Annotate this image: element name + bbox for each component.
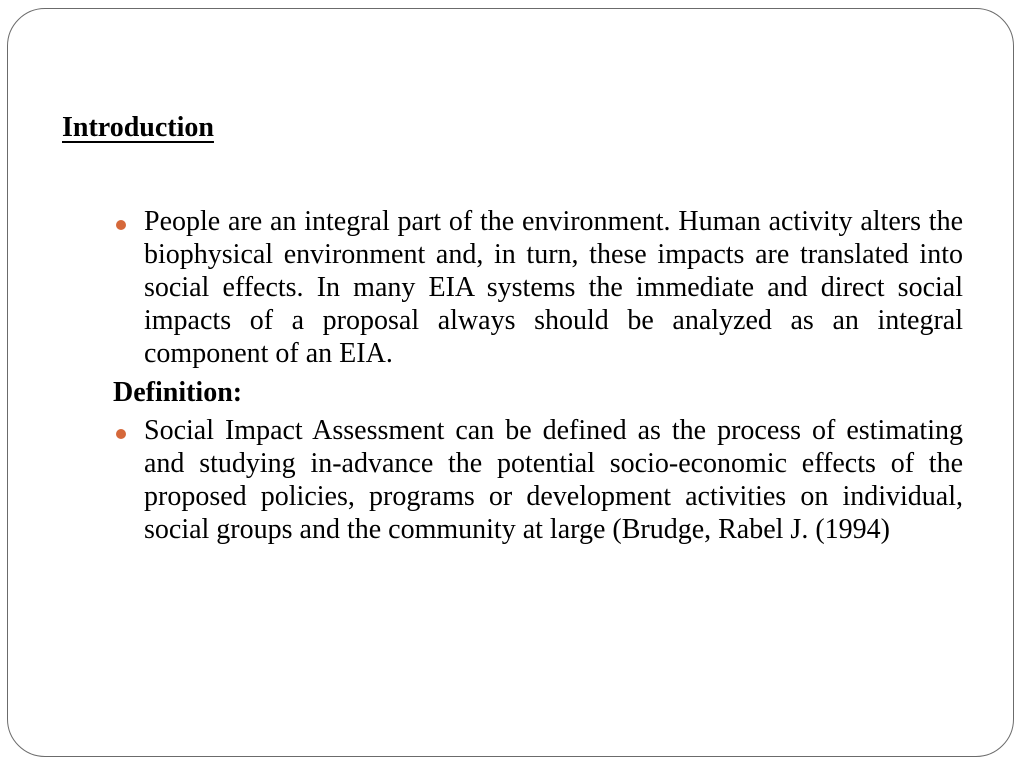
definition-heading: Definition: <box>113 377 243 408</box>
slide-title: Introduction <box>62 112 214 143</box>
bullet-dot-icon <box>116 429 126 439</box>
slide-body <box>113 205 963 546</box>
bullet-item-intro <box>113 205 963 370</box>
bullet-text-definition: Social Impact Assessment can be defined as the process of estimating and studying in-advance the potential socio-economic effects of the proposed policies, programs or development activities on individual, social groups and the community at large (Brudge, Rabel J. (1994) <box>144 415 963 545</box>
bullet-item-definition <box>113 414 963 546</box>
bullet-text-intro: People are an integral part of the environment. Human activity alters the biophysical environment and, in turn, these impacts are translated into social effects. In many EIA systems the immediate and direct social impacts of a proposal always should be analyzed as an integral component of an EIA. <box>144 206 963 369</box>
bullet-dot-icon <box>116 220 126 230</box>
